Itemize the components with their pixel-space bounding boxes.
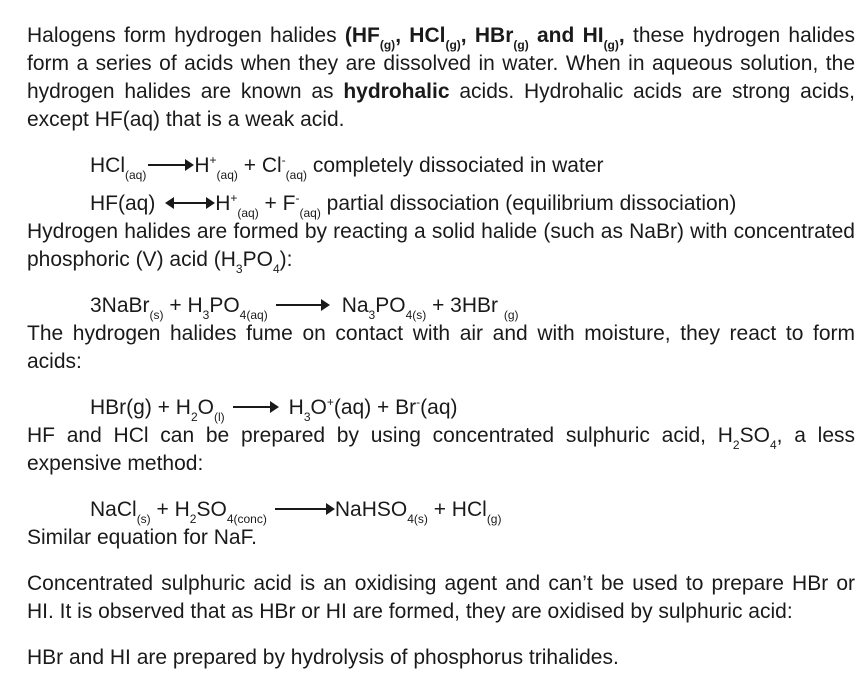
- eq5-state: (s): [136, 512, 151, 526]
- formula-part: SO: [196, 498, 227, 521]
- intro-text-3: acids. Hydrohalic acids are strong acids, except HF(aq) that is a weak acid.: [27, 80, 855, 131]
- hydrolysis-line: HBr and HI are prepared by hydrolysis of phosphorus trihalides.: [27, 646, 619, 669]
- eq2-reactant: HF(aq): [90, 192, 162, 215]
- formula-part: PO: [242, 248, 273, 271]
- equation-nabr: [27, 292, 855, 320]
- and-word: and: [528, 24, 583, 47]
- formula-part: O: [197, 396, 214, 419]
- eq2-product-1: H: [215, 192, 231, 215]
- subscript: 3: [202, 308, 210, 322]
- eq4-reactants: HBr(g) + H: [90, 396, 191, 419]
- equation-hf-dissociation: [27, 190, 855, 218]
- plus-sign: +: [237, 154, 262, 177]
- eq1-charge-1: +: [209, 153, 217, 167]
- eq2-state-1: (aq): [237, 206, 259, 220]
- intro-text-2: these hydrogen halides form a series of acids when they are dissolved in water. When in aqueous solution, the hydrogen halides are known as: [27, 24, 855, 103]
- halide-list: ($HF_{(g)}$, HCl$_{(g)}$, HBr$_{(g)}$ and $HI_{(g)}$,: [344, 24, 625, 52]
- phosphoric-acid-paragraph: [27, 218, 855, 274]
- fume-paragraph: The hydrogen halides fume on contact with air and with moisture, they react to form acids:: [27, 322, 855, 373]
- eq3-reactant-2: H: [187, 294, 203, 317]
- naf-line: Similar equation for NaF.: [27, 526, 257, 549]
- plus-sign: +: [258, 192, 283, 215]
- formula-hi: HI: [582, 24, 604, 47]
- eq5-state: (g): [486, 512, 502, 526]
- eq1-note: completely dissociated in water: [307, 154, 604, 177]
- eq3-reactant-1: 3NaBr: [90, 294, 150, 317]
- subscript: 3: [235, 262, 243, 276]
- eq5-product-2: + HCl: [427, 498, 487, 521]
- eq3-state: (s): [149, 308, 164, 322]
- eq5-state: 4(conc): [226, 512, 267, 526]
- formula-hf: HF: [351, 24, 380, 47]
- eq2-state-2: (aq): [299, 206, 321, 220]
- eq3-state: (g): [503, 308, 519, 322]
- eq1-state-2: (aq): [285, 168, 307, 182]
- state-g: (g): [513, 38, 529, 52]
- eq2-product-2: F: [282, 192, 296, 215]
- formula-part: O: [310, 396, 327, 419]
- eq1-state-1: (aq): [216, 168, 238, 182]
- equation-hcl-dissociation: [27, 152, 855, 180]
- forward-arrow-icon: [275, 508, 333, 510]
- eq5-product-1: NaHSO: [334, 498, 408, 521]
- document-page: [27, 22, 855, 672]
- formula-part: PO: [375, 294, 406, 317]
- state-g: (g): [603, 38, 619, 52]
- oxidising-paragraph: Concentrated sulphuric acid is an oxidising agent and can’t be used to prepare HBr or HI. It is observed that as HBr or HI are formed, they are oxidised by sulphuric acid:: [27, 572, 855, 623]
- equilibrium-arrow-icon: [167, 202, 213, 204]
- para4-rest: , a less expensive method:: [27, 424, 855, 475]
- eq1-reactant: HCl: [90, 154, 125, 177]
- eq3-product-2: + 3HBr: [426, 294, 504, 317]
- eq2-charge-1: +: [230, 191, 238, 205]
- subscript: 2: [189, 512, 197, 526]
- eq5-reactant-2: + H: [150, 498, 190, 521]
- forward-arrow-icon: [276, 304, 328, 306]
- equation-hbr-water: [27, 394, 855, 422]
- charge: -: [416, 395, 421, 409]
- eq1-product-1: H: [194, 154, 210, 177]
- subscript: 4: [272, 262, 280, 276]
- intro-text: Halogens form hydrogen halides: [27, 24, 345, 47]
- eq3-state: 4(aq): [239, 308, 268, 322]
- eq2-charge-2: -: [295, 191, 300, 205]
- comma: ,: [395, 24, 410, 47]
- comma: ,: [460, 24, 475, 47]
- subscript: 3: [368, 308, 376, 322]
- charge: +: [326, 395, 334, 409]
- subscript: 2: [732, 438, 740, 452]
- eq5-state: 4(s): [407, 512, 428, 526]
- state-g: (g): [379, 38, 396, 52]
- sulphuric-acid-paragraph: [27, 422, 855, 478]
- eq1-product-2: Cl: [261, 154, 282, 177]
- subscript: 4: [769, 438, 777, 452]
- para4-text: HF and HCl can be prepared by using concentrated sulphuric acid, H: [27, 424, 733, 447]
- eq4-end: (aq): [420, 396, 458, 419]
- para2-end: ):: [279, 248, 293, 271]
- equation-nacl: [27, 496, 855, 524]
- state-g: (g): [445, 38, 461, 52]
- formula-hcl: HCl: [409, 24, 446, 47]
- formula-hbr: HBr: [474, 24, 514, 47]
- formula-part: PO: [209, 294, 240, 317]
- hydrohalic-term: hydrohalic: [343, 80, 450, 103]
- eq1-reactant-state: (aq): [125, 168, 147, 182]
- forward-arrow-icon: [233, 406, 277, 408]
- plus-sign: +: [163, 294, 188, 317]
- eq4-product-2: (aq) + Br: [333, 396, 417, 419]
- eq2-note: partial dissociation (equilibrium dissociation): [320, 192, 737, 215]
- para2-text: Hydrogen halides are formed by reacting a solid halide (such as NaBr) with concentrated phosphoric (V) acid (H: [27, 220, 855, 271]
- eq4-product: H: [288, 396, 304, 419]
- forward-arrow-icon: [148, 164, 192, 166]
- eq1-charge-2: -: [281, 153, 286, 167]
- formula-part: SO: [739, 424, 770, 447]
- eq3-state: 4(s): [405, 308, 427, 322]
- eq3-product-1: Na: [341, 294, 369, 317]
- subscript: 3: [303, 410, 311, 424]
- intro-paragraph: [27, 22, 855, 134]
- subscript: 2: [190, 410, 198, 424]
- eq4-state: (l): [213, 410, 225, 424]
- eq5-reactant-1: NaCl: [90, 498, 137, 521]
